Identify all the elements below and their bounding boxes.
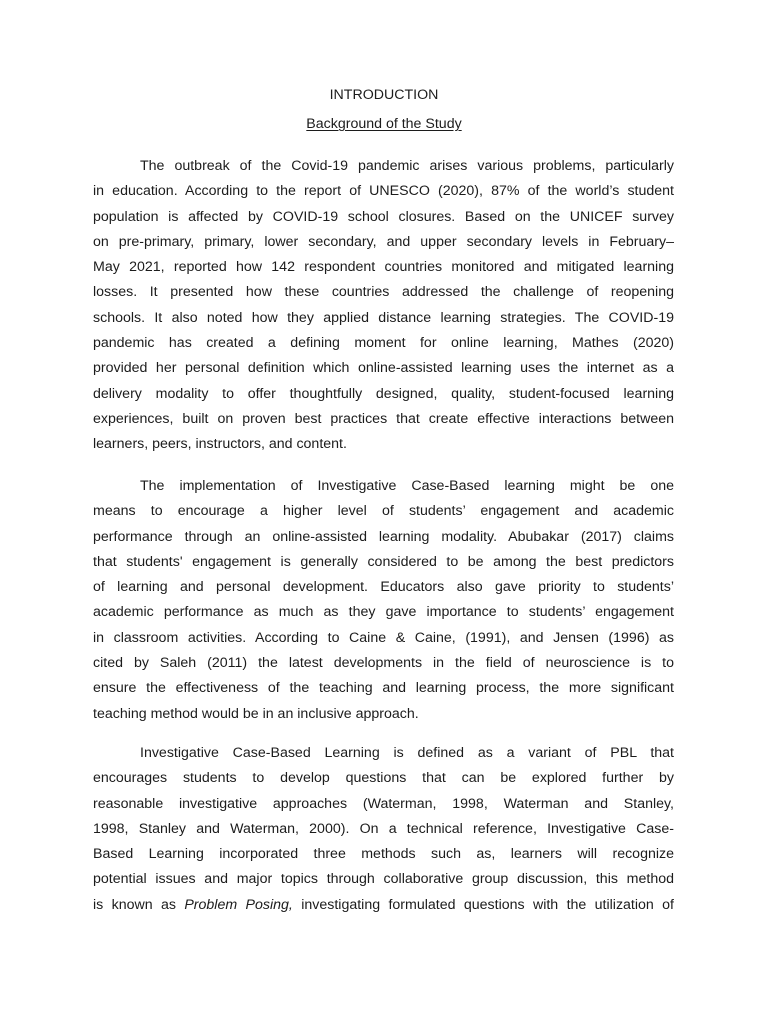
text-segment: investigating formulated questions with the utilization of bbox=[292, 896, 674, 913]
text-line: potential issues and major topics through collaborative group discussion, this method bbox=[93, 871, 674, 888]
text-line: Investigative Case-Based Learning is defined as a variant of PBL that bbox=[140, 745, 674, 761]
italic-term: Problem Posing, bbox=[184, 896, 293, 913]
text-line: ensure the effectiveness of the teaching and learning process, the more significant bbox=[93, 680, 674, 697]
subsection-heading bbox=[0, 112, 768, 137]
text-line: May 2021, reported how 142 respondent countries monitored and mitigated learning bbox=[93, 259, 674, 276]
text-line: in classroom activities. According to Caine & Caine, (1991), and Jensen (1996) as bbox=[93, 629, 674, 646]
text-line: encourages students to develop questions that can be explored further by bbox=[93, 770, 674, 787]
paragraph-3 bbox=[93, 741, 674, 918]
text-line: schools. It also noted how they applied distance learning strategies. The COVID-19 bbox=[93, 309, 674, 326]
text-line: reasonable investigative approaches (Waterman, 1998, Waterman and Stanley, bbox=[93, 795, 674, 812]
paragraph-1 bbox=[93, 154, 674, 458]
text-line: losses. It presented how these countries addressed the challenge of reopening bbox=[93, 284, 674, 301]
paragraph-2 bbox=[93, 474, 674, 727]
text-line bbox=[93, 893, 674, 918]
text-line: provided her personal definition which online-assisted learning uses the internet as a bbox=[93, 360, 674, 377]
text-line: Based Learning incorporated three methods such as, learners will recognize bbox=[93, 846, 674, 863]
text-line: 1998, Stanley and Waterman, 2000). On a technical reference, Investigative Case- bbox=[93, 820, 674, 837]
text-line: academic performance as much as they gave importance to students’ engagement bbox=[93, 604, 674, 621]
text-line: on pre-primary, primary, lower secondary, and upper secondary levels in February– bbox=[93, 233, 674, 250]
text-line: performance through an online-assisted learning modality. Abubakar (2017) claims bbox=[93, 528, 674, 545]
section-heading: INTRODUCTION bbox=[329, 87, 439, 103]
text-line: learners, peers, instructors, and content. bbox=[93, 436, 347, 453]
text-line: that students' engagement is generally considered to be among the best predictors bbox=[93, 553, 674, 570]
text-line: of learning and personal development. Educators also gave priority to students’ bbox=[93, 579, 674, 596]
text-line: population is affected by COVID-19 school closures. Based on the UNICEF survey bbox=[93, 208, 674, 225]
text-line: means to encourage a higher level of students’ engagement and academic bbox=[93, 503, 674, 520]
text-line: The outbreak of the Covid-19 pandemic arises various problems, particularly bbox=[140, 158, 674, 174]
text-segment: is known as bbox=[93, 896, 185, 913]
text-line: experiences, built on proven best practices that create effective interactions between bbox=[93, 410, 674, 427]
text-line: cited by Saleh (2011) the latest developments in the field of neuroscience is to bbox=[93, 655, 674, 672]
text-line: pandemic has created a defining moment for online learning, Mathes (2020) bbox=[93, 335, 674, 352]
text-line: teaching method would be in an inclusive approach. bbox=[93, 705, 419, 722]
text-line: in education. According to the report of UNESCO (2020), 87% of the world’s student bbox=[93, 183, 674, 200]
text-line: delivery modality to offer thoughtfully designed, quality, student-focused learning bbox=[93, 385, 674, 402]
text-line: The implementation of Investigative Case-Based learning might be one bbox=[140, 478, 674, 494]
subsection-heading-text: Background of the Study bbox=[306, 116, 462, 132]
